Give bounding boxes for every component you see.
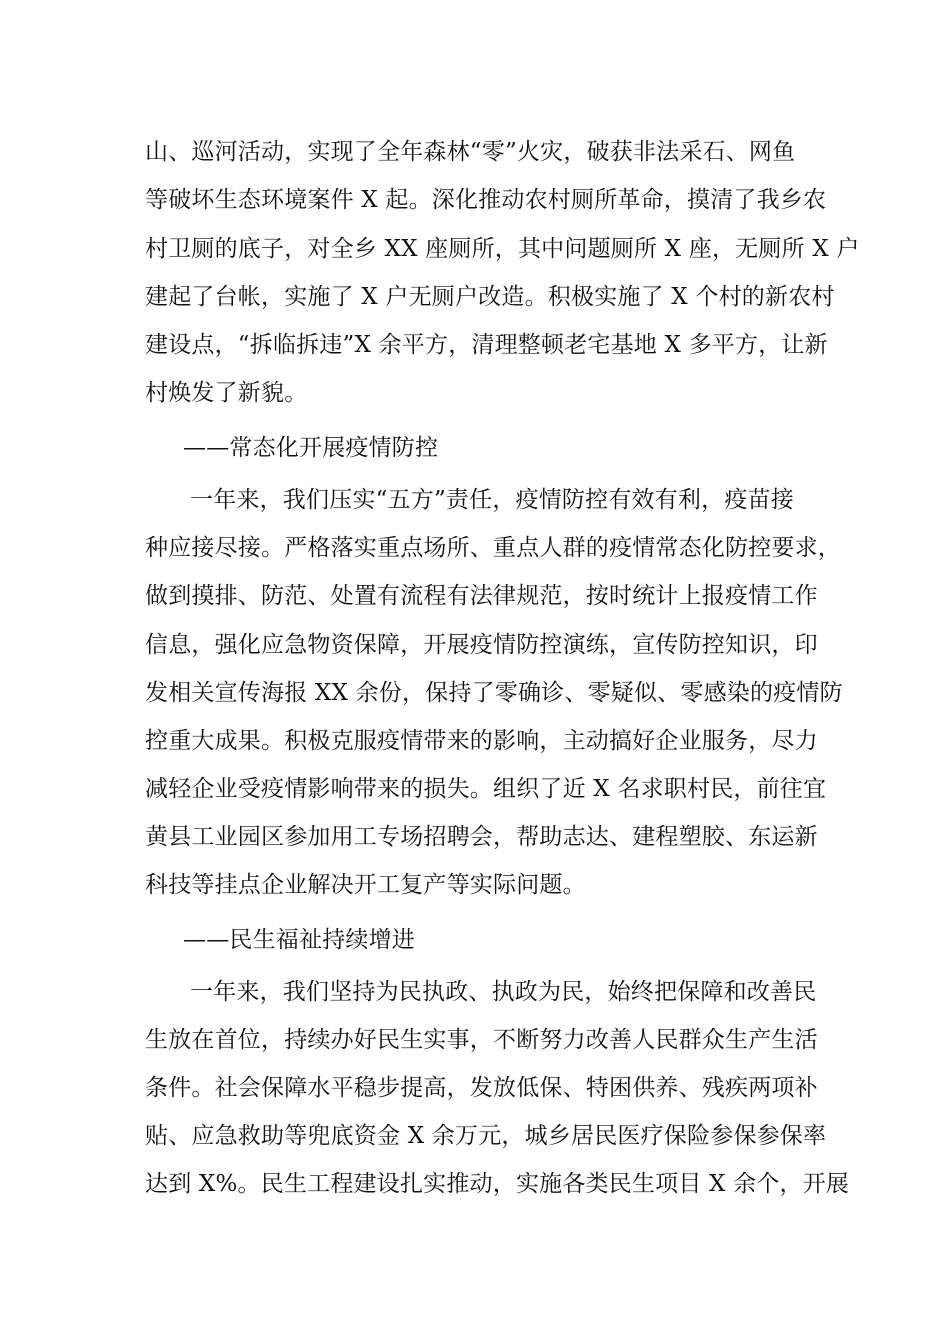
section-heading: ——常态化开展疫情防控	[183, 435, 439, 461]
text-line: 做到摸排、防范、处置有流程有法律规范，按时统计上报疫情工作	[145, 583, 818, 609]
paragraph-first-line: 一年来，我们压实“五方”责任，疫情防控有效有利，疫苗接	[190, 487, 794, 513]
text-line: 发相关宣传海报 XX 余份，保持了零确诊、零疑似、零感染的疫情防	[145, 680, 843, 706]
text-line: 减轻企业受疫情影响带来的损失。组织了近 X 名求职村民，前往宜	[145, 776, 827, 802]
text-line: 黄县工业园区参加用工专场招聘会，帮助志达、建程塑胶、东运新	[145, 824, 818, 850]
text-line: 村焕发了新貌。	[145, 380, 308, 406]
text-line: 村卫厕的底子，对全乡 XX 座厕所，其中问题厕所 X 座，无厕所 X 户	[145, 236, 860, 262]
text-line: 建起了台帐，实施了 X 户无厕户改造。积极实施了 X 个村的新农村	[145, 284, 835, 310]
text-line: 建设点，“拆临拆违”X 余平方，清理整顿老宅基地 X 多平方，让新	[145, 332, 828, 358]
section-heading: ——民生福祉持续增进	[183, 927, 415, 953]
paragraph-first-line: 一年来，我们坚持为民执政、执政为民，始终把保障和改善民	[190, 979, 817, 1005]
text-line: 等破坏生态环境案件 X 起。深化推动农村厕所革命，摸清了我乡农	[145, 187, 827, 213]
text-line: 科技等挂点企业解决开工复产等实际问题。	[145, 872, 586, 898]
text-line: 信息，强化应急物资保障，开展疫情防控演练，宣传防控知识，印	[145, 632, 818, 658]
text-line: 种应接尽接。严格落实重点场所、重点人群的疫情常态化防控要求，	[145, 535, 841, 561]
text-line: 生放在首位，持续办好民生实事，不断努力改善人民群众生产生活	[145, 1027, 818, 1053]
text-line: 控重大成果。积极克服疫情带来的影响，主动搞好企业服务，尽力	[145, 728, 818, 754]
text-line: 贴、应急救助等兜底资金 X 余万元，城乡居民医疗保险参保参保率	[145, 1123, 827, 1149]
text-line: 达到 X%。民生工程建设扎实推动，实施各类民生项目 X 余个，开展	[145, 1171, 850, 1197]
text-line: 山、巡河活动，实现了全年森林“零”火灾，破获非法采石、网鱼	[145, 139, 796, 165]
text-line: 条件。社会保障水平稳步提高，发放低保、特困供养、残疾两项补	[145, 1075, 818, 1101]
